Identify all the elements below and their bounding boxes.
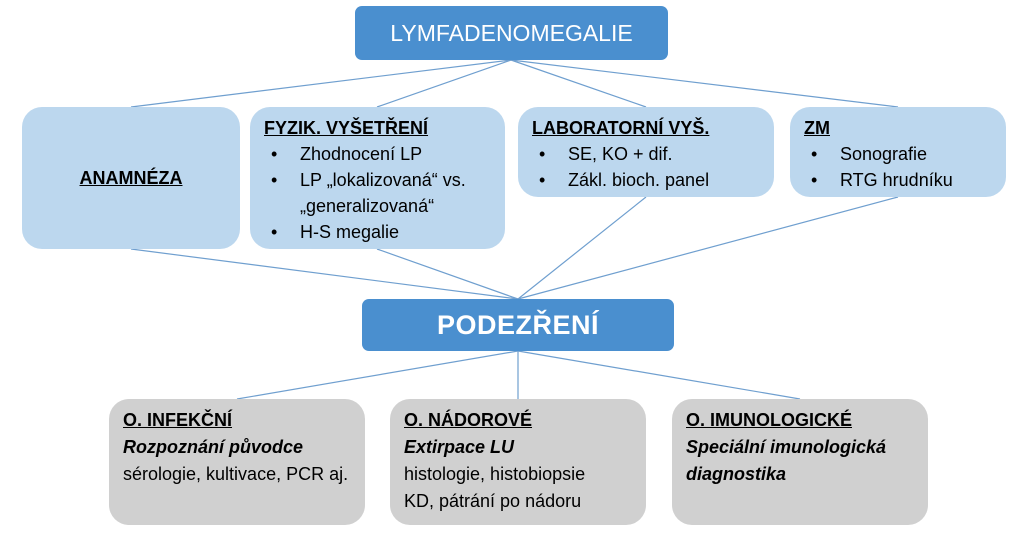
connector-top-anamneza xyxy=(131,60,511,107)
fyzik-vysetreni-node xyxy=(250,107,505,249)
laboratorni-vysetreni-node xyxy=(518,107,774,197)
connector-mid-infek xyxy=(237,351,518,399)
connector-top-fyzik xyxy=(377,60,511,107)
infekcni-text: sérologie, kultivace, PCR aj. xyxy=(123,464,349,484)
zm-item-1: • Sonografie xyxy=(804,141,994,167)
connector-top-lab xyxy=(511,60,646,107)
connector-mid-imuno xyxy=(518,351,800,399)
zm-item-2: • RTG hrudníku xyxy=(804,167,994,193)
zm-list xyxy=(804,141,994,193)
podezreni-label: PODEZŘENÍ xyxy=(436,309,600,340)
lymfadenomegalie-node xyxy=(355,6,668,60)
laboratorni-vysetreni-title: LABORATORNÍ VYŠ. xyxy=(532,118,710,138)
anamneza-label: ANAMNÉZA xyxy=(79,168,183,188)
podezreni-node xyxy=(362,299,674,351)
infekcni-title: O. INFEKČNÍ xyxy=(123,410,233,430)
anamneza-node xyxy=(22,107,240,249)
imunologicke-node xyxy=(672,399,928,525)
nadorove-text-1: histologie, histobiopsie xyxy=(404,464,586,484)
laboratorni-list xyxy=(532,141,762,193)
connector-top-zm xyxy=(511,60,898,107)
zm-node xyxy=(790,107,1006,197)
connector-fyzik-mid xyxy=(377,249,518,299)
fyzik-vysetreni-list xyxy=(264,141,493,245)
fyzik-item-1: • Zhodnocení LP xyxy=(264,141,493,167)
lymfadenomegalie-label: LYMFADENOMEGALIE xyxy=(390,19,633,46)
nadorove-title: O. NÁDOROVÉ xyxy=(404,410,533,430)
connector-zm-mid xyxy=(518,197,898,299)
nadorove-node xyxy=(390,399,646,525)
lab-item-2: • Zákl. bioch. panel xyxy=(532,167,762,193)
fyzik-item-3: • H-S megalie xyxy=(264,219,493,245)
lab-item-1: • SE, KO + dif. xyxy=(532,141,762,167)
connector-lab-mid xyxy=(518,197,646,299)
fyzik-vysetreni-title: FYZIK. VYŠETŘENÍ xyxy=(264,118,429,138)
zm-title: ZM xyxy=(804,118,830,138)
nadorove-subtitle: Extirpace LU xyxy=(404,437,515,457)
connector-anamneza-mid xyxy=(131,249,518,299)
fyzik-item-2: • LP „lokalizovaná“ vs. „generalizovaná“ xyxy=(264,167,493,219)
imunologicke-title: O. IMUNOLOGICKÉ xyxy=(686,410,852,430)
infekcni-node xyxy=(109,399,365,525)
imunologicke-subtitle: Speciální imunologická diagnostika xyxy=(686,437,887,484)
nadorove-text-2: KD, pátrání po nádoru xyxy=(404,491,582,511)
infekcni-subtitle: Rozpoznání původce xyxy=(123,437,303,457)
